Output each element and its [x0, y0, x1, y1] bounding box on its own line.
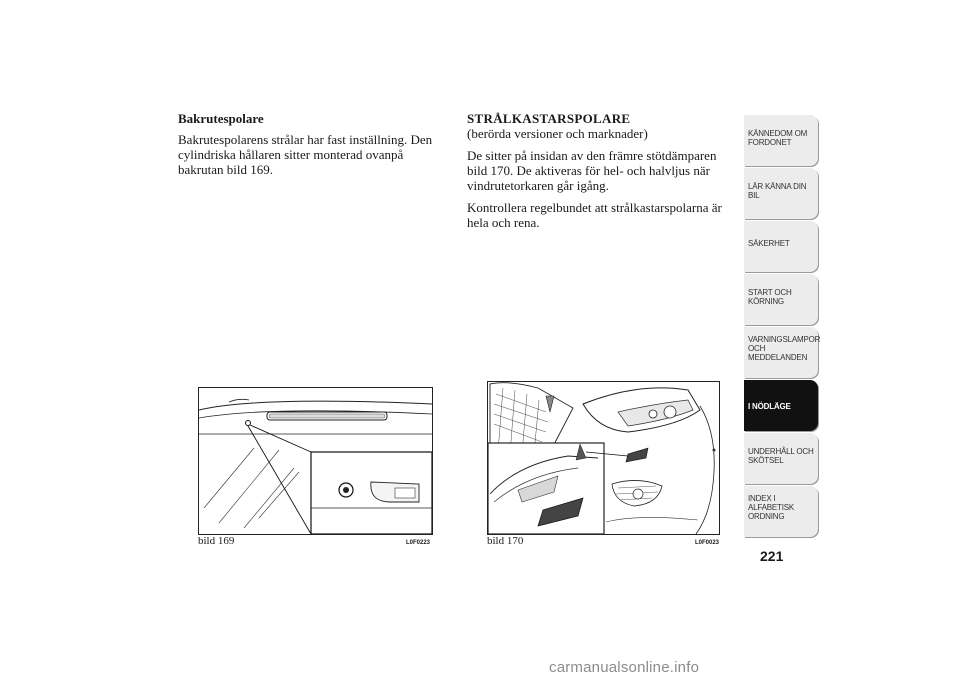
tab-label: UNDERHÅLL OCH SKÖTSEL	[748, 447, 814, 465]
figure-170-caption: bild 170	[487, 535, 524, 547]
figure-169-code: L0F0223	[406, 540, 431, 546]
tab-label: SÄKERHET	[748, 239, 790, 248]
tab-kannedom-om-fordonet[interactable]	[744, 115, 818, 166]
right-column	[467, 111, 735, 237]
chapter-tabs	[744, 115, 821, 539]
watermark: carmanualsonline.info	[549, 659, 700, 676]
tab-varningslampor[interactable]	[744, 327, 821, 378]
tab-label: KÄNNEDOM OM FORDONET	[748, 129, 808, 147]
tab-label: VARNINGSLAMPOR OCH MEDDELANDEN	[748, 335, 821, 362]
figure-169-caption: bild 169	[198, 535, 235, 547]
section-subheading: (berörda versioner och marknader)	[467, 126, 648, 141]
tab-index[interactable]	[744, 486, 818, 537]
tab-lar-kanna-din-bil[interactable]	[744, 168, 818, 219]
rear-washer-text: Bakrutespolarens strålar har fast inställning. Den cylindriska hållaren sitter monterad ovanpå bakrutan bild 169.	[178, 132, 433, 177]
tab-start-och-korning[interactable]	[744, 274, 818, 325]
section-heading-rear-washer: Bakrutespolare	[178, 111, 264, 126]
tab-sakerhet[interactable]	[744, 221, 818, 272]
figure-169-rear-window-washer	[198, 387, 433, 535]
section-heading-headlamp-washer: STRÅLKASTARSPOLARE	[467, 111, 631, 126]
headlamp-washer-illustration	[488, 382, 719, 534]
rear-window-washer-illustration	[199, 388, 432, 534]
tab-i-nodlage[interactable]	[744, 380, 818, 431]
left-column	[178, 111, 443, 184]
tab-underhall-och-skotsel[interactable]	[744, 433, 818, 484]
tab-label: I NÖDLÄGE	[748, 402, 791, 411]
page-number: 221	[760, 548, 784, 564]
figure-170-headlamp-washer	[487, 381, 720, 535]
tab-label: START OCH KÖRNING	[748, 288, 792, 306]
tab-label: LÄR KÄNNA DIN BIL	[748, 182, 807, 200]
tab-label: INDEX I ALFABETISK ORDNING	[748, 494, 795, 521]
figure-170-code: L0F0023	[695, 540, 720, 546]
headlamp-washer-text-1: De sitter på insidan av den främre stötdämparen bild 170. De aktiveras för hel- och halvljus när vindrutetorkaren går igång.	[467, 148, 717, 193]
headlamp-washer-text-2: Kontrollera regelbundet att strålkastarspolarna är hela och rena.	[467, 200, 722, 230]
